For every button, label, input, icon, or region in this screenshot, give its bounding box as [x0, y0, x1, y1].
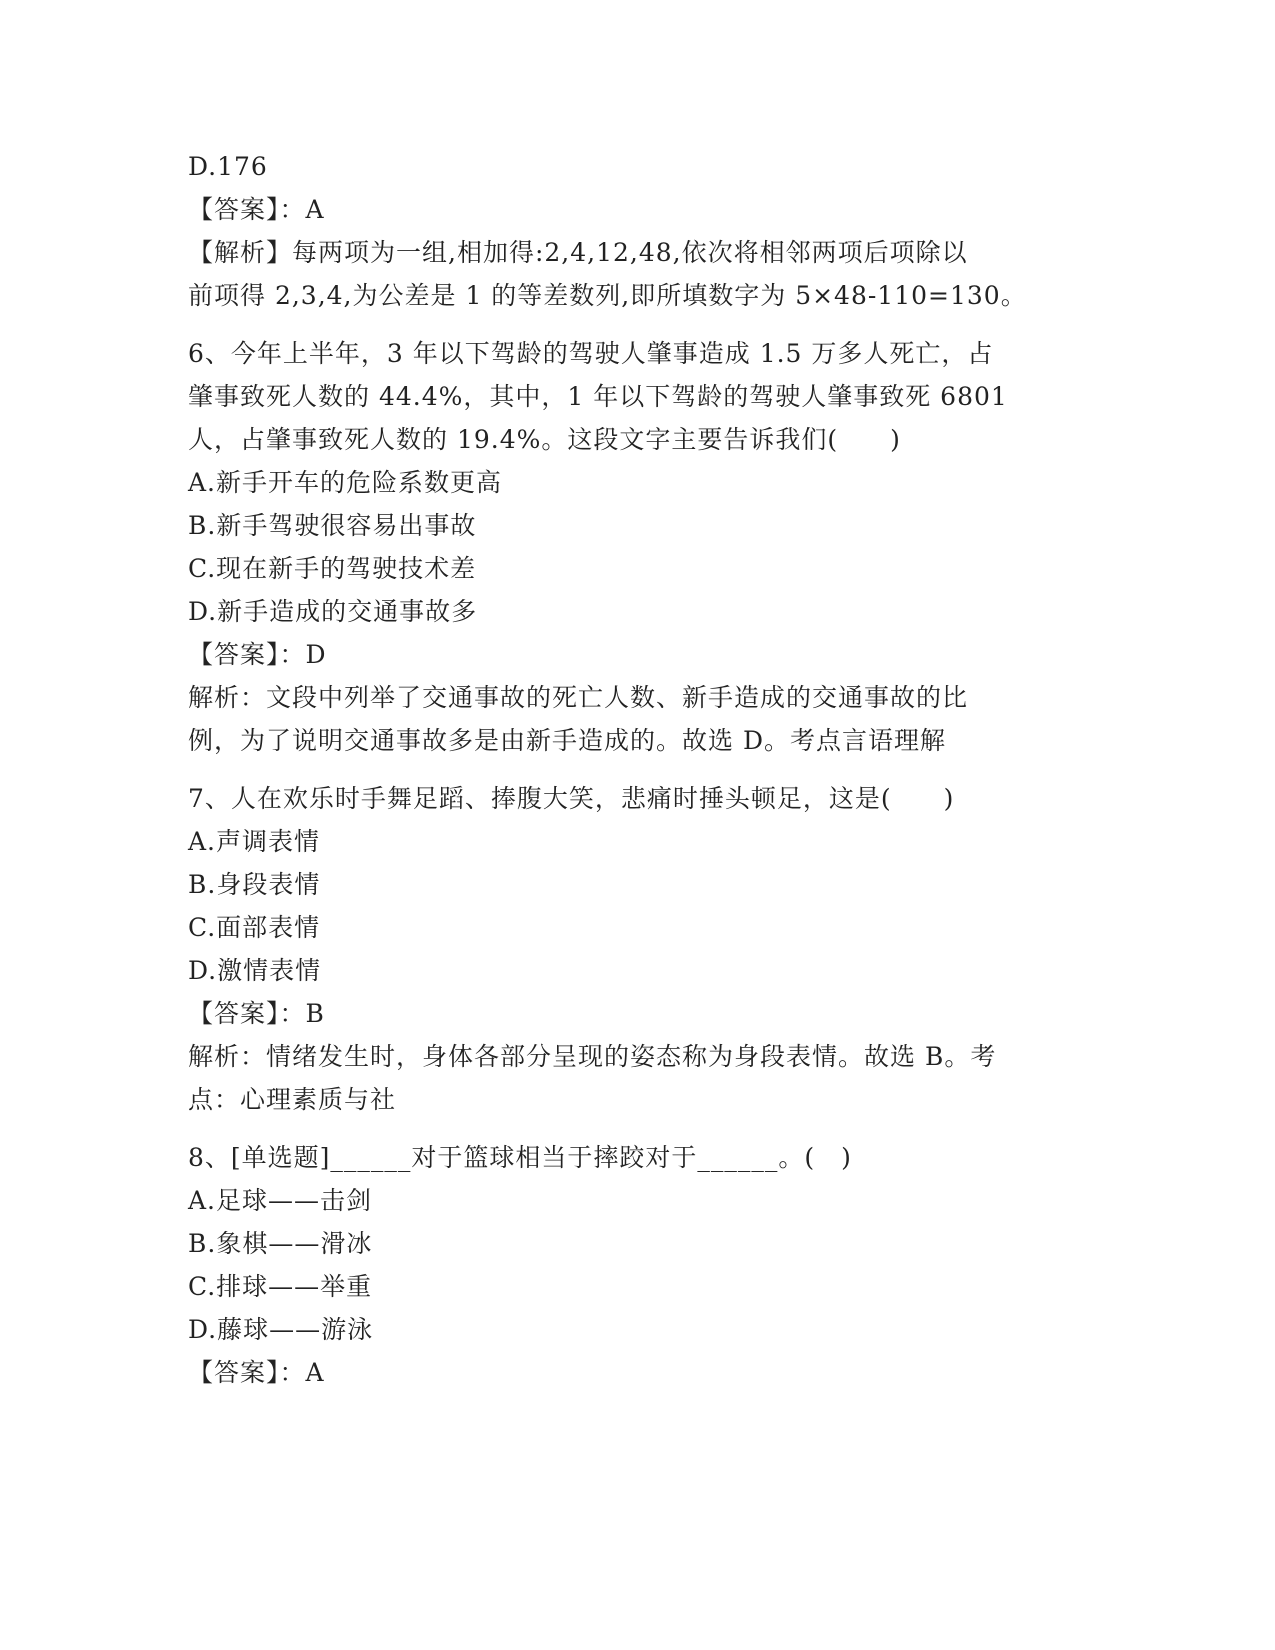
option-d-q7: D.激情表情: [188, 956, 322, 985]
option-a-q8: A.足球——击剑: [188, 1186, 373, 1215]
question-6-line-2: 肇事致死人数的 44.4%，其中，1 年以下驾龄的驾驶人肇事致死 6801: [188, 382, 1008, 411]
answer-q5: 【答案】：A: [188, 195, 325, 224]
question-7: 7、人在欢乐时手舞足蹈、捧腹大笑，悲痛时捶头顿足，这是( ): [188, 784, 955, 813]
option-b-q6: B.新手驾驶很容易出事故: [188, 511, 477, 540]
answer-q8: 【答案】：A: [188, 1358, 325, 1387]
explanation-q6-line-1: 解析：文段中列举了交通事故的死亡人数、新手造成的交通事故的比: [188, 683, 969, 712]
option-c-q6: C.现在新手的驾驶技术差: [188, 554, 477, 583]
explanation-q5-line-2: 前项得 2,3,4,为公差是 1 的等差数列,即所填数字为 5×48-110=130。: [188, 281, 1027, 310]
answer-q7: 【答案】：B: [188, 999, 325, 1028]
option-d-q5: D.176: [188, 152, 268, 181]
option-d-q8: D.藤球——游泳: [188, 1315, 374, 1344]
question-6-line-3: 人，占肇事致死人数的 19.4%。这段文字主要告诉我们( ): [188, 425, 901, 454]
question-8: 8、[单选题]______对于篮球相当于摔跤对于______。( ): [188, 1143, 852, 1172]
option-a-q6: A.新手开车的危险系数更高: [188, 468, 503, 497]
explanation-q7-line-1: 解析：情绪发生时，身体各部分呈现的姿态称为身段表情。故选 B。考: [188, 1042, 997, 1071]
option-b-q7: B.身段表情: [188, 870, 321, 899]
option-c-q8: C.排球——举重: [188, 1272, 373, 1301]
answer-q6: 【答案】：D: [188, 640, 327, 669]
option-d-q6: D.新手造成的交通事故多: [188, 597, 478, 626]
explanation-q7-line-2: 点：心理素质与社: [188, 1085, 397, 1114]
option-c-q7: C.面部表情: [188, 913, 321, 942]
question-6-line-1: 6、今年上半年，3 年以下驾龄的驾驶人肇事造成 1.5 万多人死亡，占: [188, 339, 994, 368]
option-b-q8: B.象棋——滑冰: [188, 1229, 373, 1258]
explanation-q6-line-2: 例，为了说明交通事故多是由新手造成的。故选 D。考点言语理解: [188, 726, 946, 755]
option-a-q7: A.声调表情: [188, 827, 321, 856]
explanation-q5-line-1: 【解析】每两项为一组,相加得:2,4,12,48,依次将相邻两项后项除以: [188, 238, 968, 267]
